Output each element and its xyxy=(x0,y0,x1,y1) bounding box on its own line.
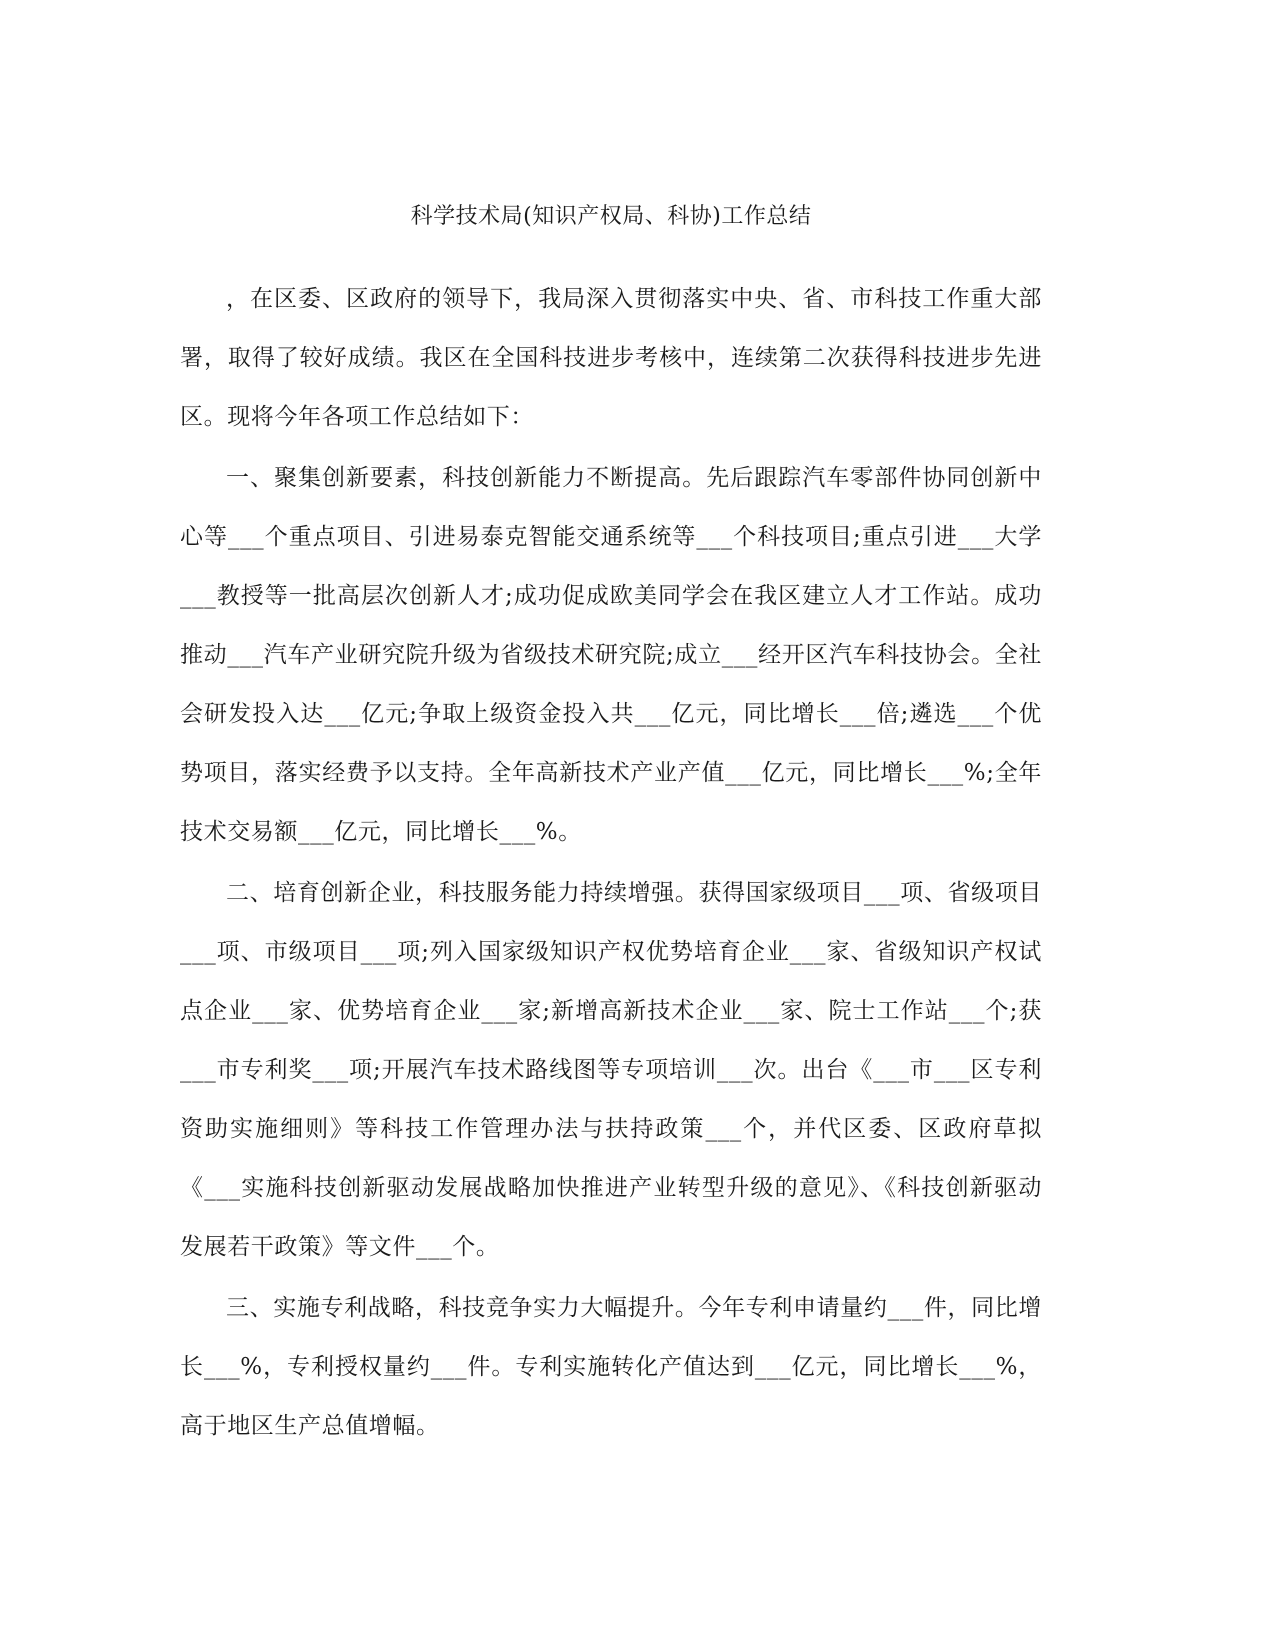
intro-paragraph: ，在区委、区政府的领导下，我局深入贯彻落实中央、省、市科技工作重大部署，取得了较好成绩。我区在全国科技进步考核中，连续第二次获得科技进步先进区。现将今年各项工作总结如下： xyxy=(180,286,1042,430)
document-title: 科学技术局(知识产权局、科协)工作总结 xyxy=(410,204,812,229)
section-one-paragraph: 一、聚集创新要素，科技创新能力不断提高。先后跟踪汽车零部件协同创新中心等___个重点项目、引进易泰克智能交通系统等___个科技项目;重点引进___大学___教授等一批高层次创新人才;成功促成欧美同学会在我区建立人才工作站。成功推动___汽车产业研究院升级为省级技术研究院;成立___经开区汽车科技协会。全社会研发投入达___亿元;争取上级资金投入共___亿元，同比增长___倍;遴选___个优势项目，落实经费予以支持。全年高新技术产业产值___亿元，同比增长___%;全年技术交易额___亿元，同比增长___%。 xyxy=(180,465,1042,845)
section-three-paragraph: 三、实施专利战略，科技竞争实力大幅提升。今年专利申请量约___件，同比增长___%，专利授权量约___件。专利实施转化产值达到___亿元，同比增长___%，高于地区生产总值增幅。 xyxy=(180,1295,1042,1439)
section-two-paragraph: 二、培育创新企业，科技服务能力持续增强。获得国家级项目___项、省级项目___项、市级项目___项;列入国家级知识产权优势培育企业___家、省级知识产权试点企业___家、优势培育企业___家;新增高新技术企业___家、院士工作站___个;获___市专利奖___项;开展汽车技术路线图等专项培训___次。出台《___市___区专利资助实施细则》等科技工作管理办法与扶持政策___个，并代区委、区政府草拟《___实施科技创新驱动发展战略加快推进产业转型升级的意见》、《科技创新驱动发展若干政策》等文件___个。 xyxy=(180,880,1042,1260)
document-body xyxy=(180,270,1042,1458)
